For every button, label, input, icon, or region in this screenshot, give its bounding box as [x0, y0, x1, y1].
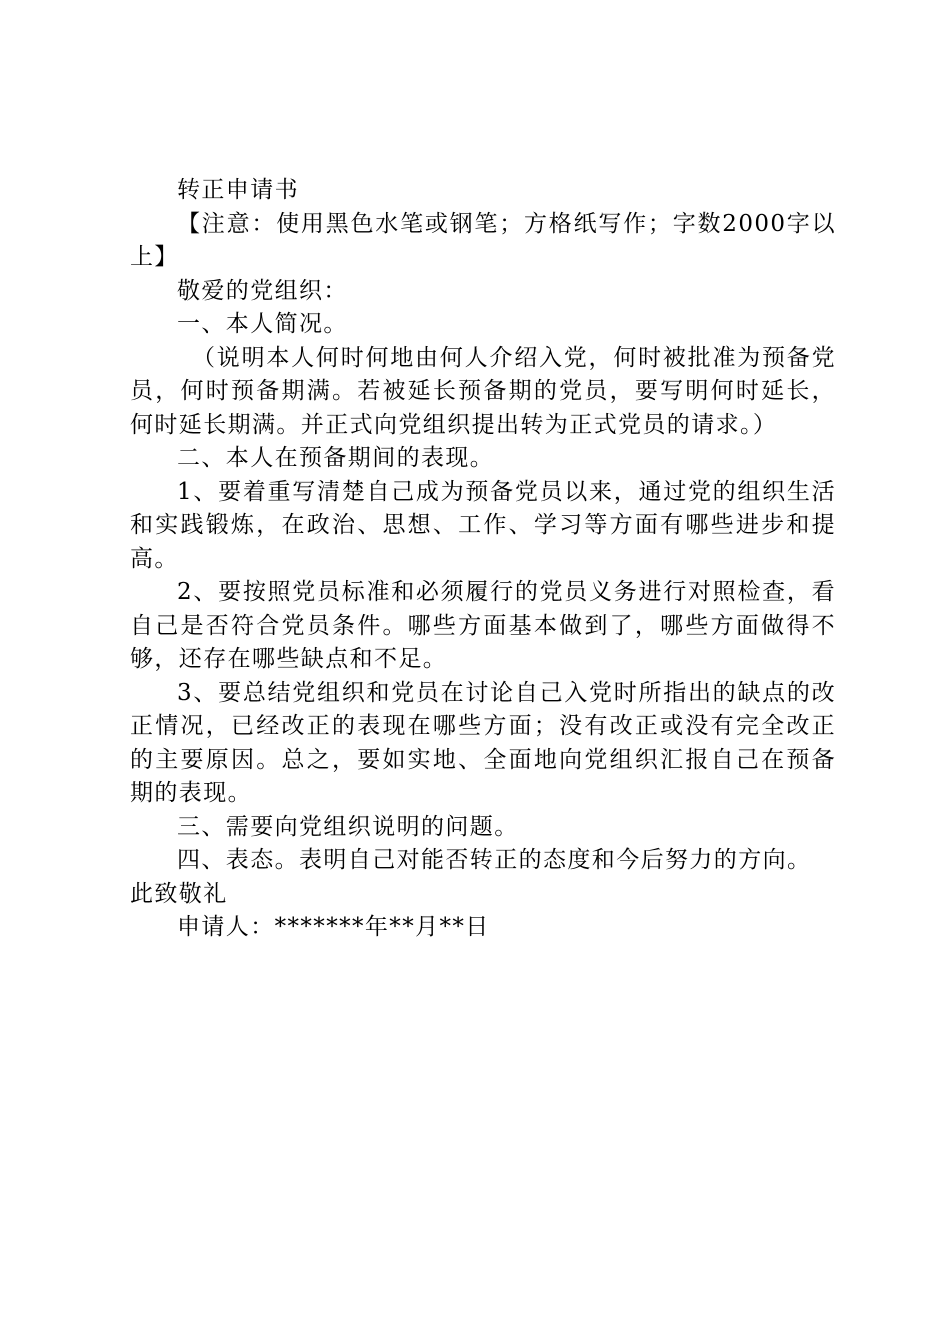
writing-note: 【注意：使用黑色水笔或钢笔；方格纸写作；字数2000字以上】: [130, 210, 836, 270]
document-body: [130, 174, 836, 945]
section-3-heading: 三、需要向党组织说明的问题。: [177, 813, 519, 840]
section-2-item-3: 3、要总结党组织和党员在讨论自己入党时所指出的缺点的改正情况，已经改正的表现在哪些方面；没有改正或没有完全改正的主要原因。总之，要如实地、全面地向党组织汇报自己在预备期的表现。: [130, 679, 836, 806]
closing-line: 此致敬礼: [130, 880, 228, 907]
section-2-item-2: 2、要按照党员标准和必须履行的党员义务进行对照检查，看自己是否符合党员条件。哪些方面基本做到了，哪些方面做得不够，还存在哪些缺点和不足。: [130, 579, 836, 672]
section-2-heading: 二、本人在预备期间的表现。: [177, 445, 495, 471]
signature-line: 申请人：*******年**月**日: [177, 914, 490, 940]
document-title: 转正申请书: [177, 177, 299, 203]
section-4-heading: 四、表态。表明自己对能否转正的态度和今后努力的方向。: [177, 847, 812, 873]
section-1-body: （说明本人何时何地由何人介绍入党，何时被批准为预备党员，何时预备期满。若被延长预备期的党员，要写明何时延长，何时延长期满。并正式向党组织提出转为正式党员的请求。）: [130, 344, 836, 438]
section-1-heading: 一、本人简况。: [177, 311, 348, 337]
section-2-item-1: 1、要着重写清楚自己成为预备党员以来，通过党的组织生活和实践锻炼，在政治、思想、工作、学习等方面有哪些进步和提高。: [130, 478, 836, 572]
salutation: 敬爱的党组织：: [177, 277, 348, 304]
